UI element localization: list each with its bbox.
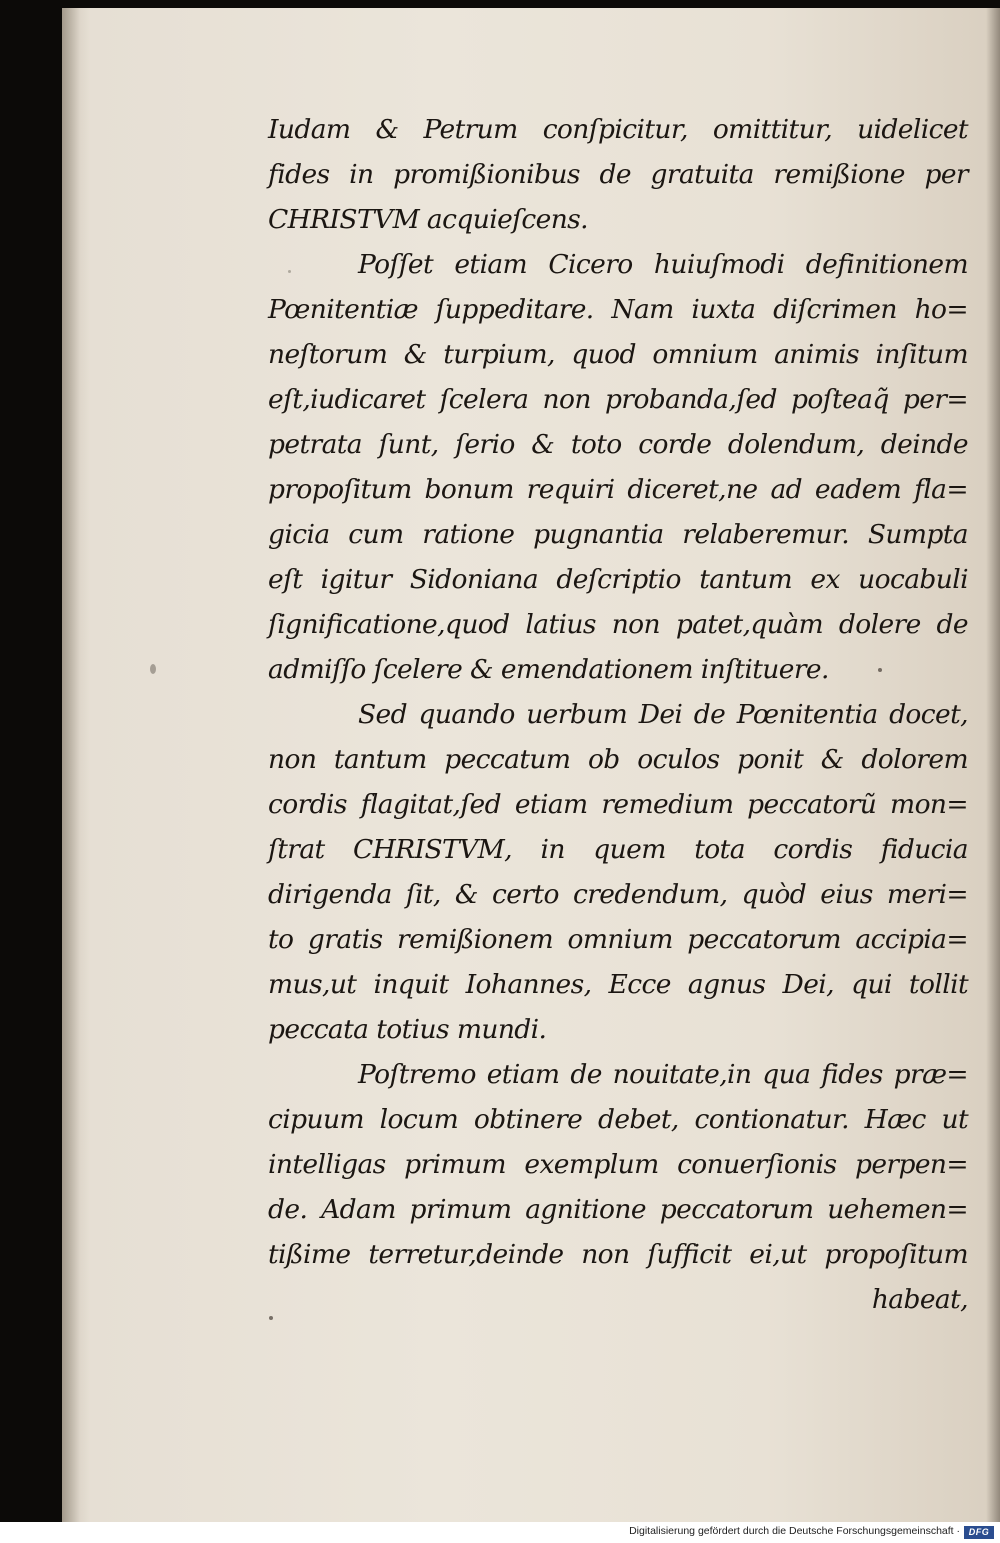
paragraph-start-line: Poſſet etiam Cicero huiuſmodi definitionem: [358, 249, 968, 280]
text-line: cipuum locum obtinere debet, contionatur. Hæc ut: [268, 1104, 968, 1135]
paper-speck: [269, 1316, 273, 1320]
text-line: propoſitum bonum requiri diceret,ne ad eadem fla=: [268, 474, 968, 505]
text-line: ſignificatione,quod latius non patet,quàm dolere de: [268, 609, 968, 640]
text-line: de. Adam primum agnitione peccatorum uehemen=: [268, 1194, 968, 1225]
text-line: CHRISTVM acquieſcens.: [268, 204, 588, 235]
dfg-logo: DFG: [964, 1526, 994, 1539]
paper-speck: [288, 270, 291, 273]
text-line: peccata totius mundi.: [268, 1014, 547, 1045]
text-line: admiſſo ſcelere & emendationem inſtituere.: [268, 654, 829, 685]
book-page: [62, 8, 1000, 1522]
text-line: fides in promißionibus de gratuita remißione per: [268, 159, 968, 190]
text-line: eſt,iudicaret ſcelera non probanda,ſed poſteaq̃ per=: [268, 384, 968, 415]
text-line: ſtrat CHRISTVM, in quem tota cordis fiducia: [268, 834, 968, 865]
text-line: intelligas primum exemplum conuerſionis perpen=: [268, 1149, 968, 1180]
funding-credit: Digitalisierung gefördert durch die Deutsche Forschungsgemeinschaft ·: [629, 1525, 960, 1537]
text-line: eſt igitur Sidoniana deſcriptio tantum ex uocabuli: [268, 564, 968, 595]
text-line: non tantum peccatum ob oculos ponit & dolorem: [268, 744, 968, 775]
page-gutter-shadow: [62, 8, 80, 1522]
text-line: cordis flagitat,ſed etiam remedium peccatorũ mon=: [268, 789, 968, 820]
paper-speck: [150, 664, 156, 674]
text-line: neſtorum & turpium, quod omnium animis inſitum: [268, 339, 968, 370]
text-line: tißime terretur,deinde non ſufficit ei,ut propoſitum: [268, 1239, 968, 1270]
paper-speck: [878, 668, 882, 672]
text-line: gicia cum ratione pugnantia relaberemur. Sumpta: [268, 519, 968, 550]
paragraph-start-line: Sed quando uerbum Dei de Pœnitentia docet,: [358, 699, 968, 730]
text-line: Pœnitentiæ ſuppeditare. Nam iuxta diſcrimen ho=: [268, 294, 968, 325]
digitization-footer: [0, 1522, 1000, 1543]
text-line: dirigenda ſit, & certo credendum, quòd eius meri=: [268, 879, 968, 910]
page-edge-shadow: [986, 8, 1000, 1522]
paragraph-start-line: Poſtremo etiam de nouitate,in qua fides præ=: [358, 1059, 968, 1090]
text-line: petrata ſunt, ſerio & toto corde dolendum, deinde: [268, 429, 968, 460]
text-line: to gratis remißionem omnium peccatorum accipia=: [268, 924, 968, 955]
catchword: habeat,: [871, 1284, 968, 1315]
text-line: Iudam & Petrum conſpicitur, omittitur, uidelicet: [268, 114, 968, 145]
text-line: mus,ut inquit Iohannes, Ecce agnus Dei, qui tollit: [268, 969, 968, 1000]
